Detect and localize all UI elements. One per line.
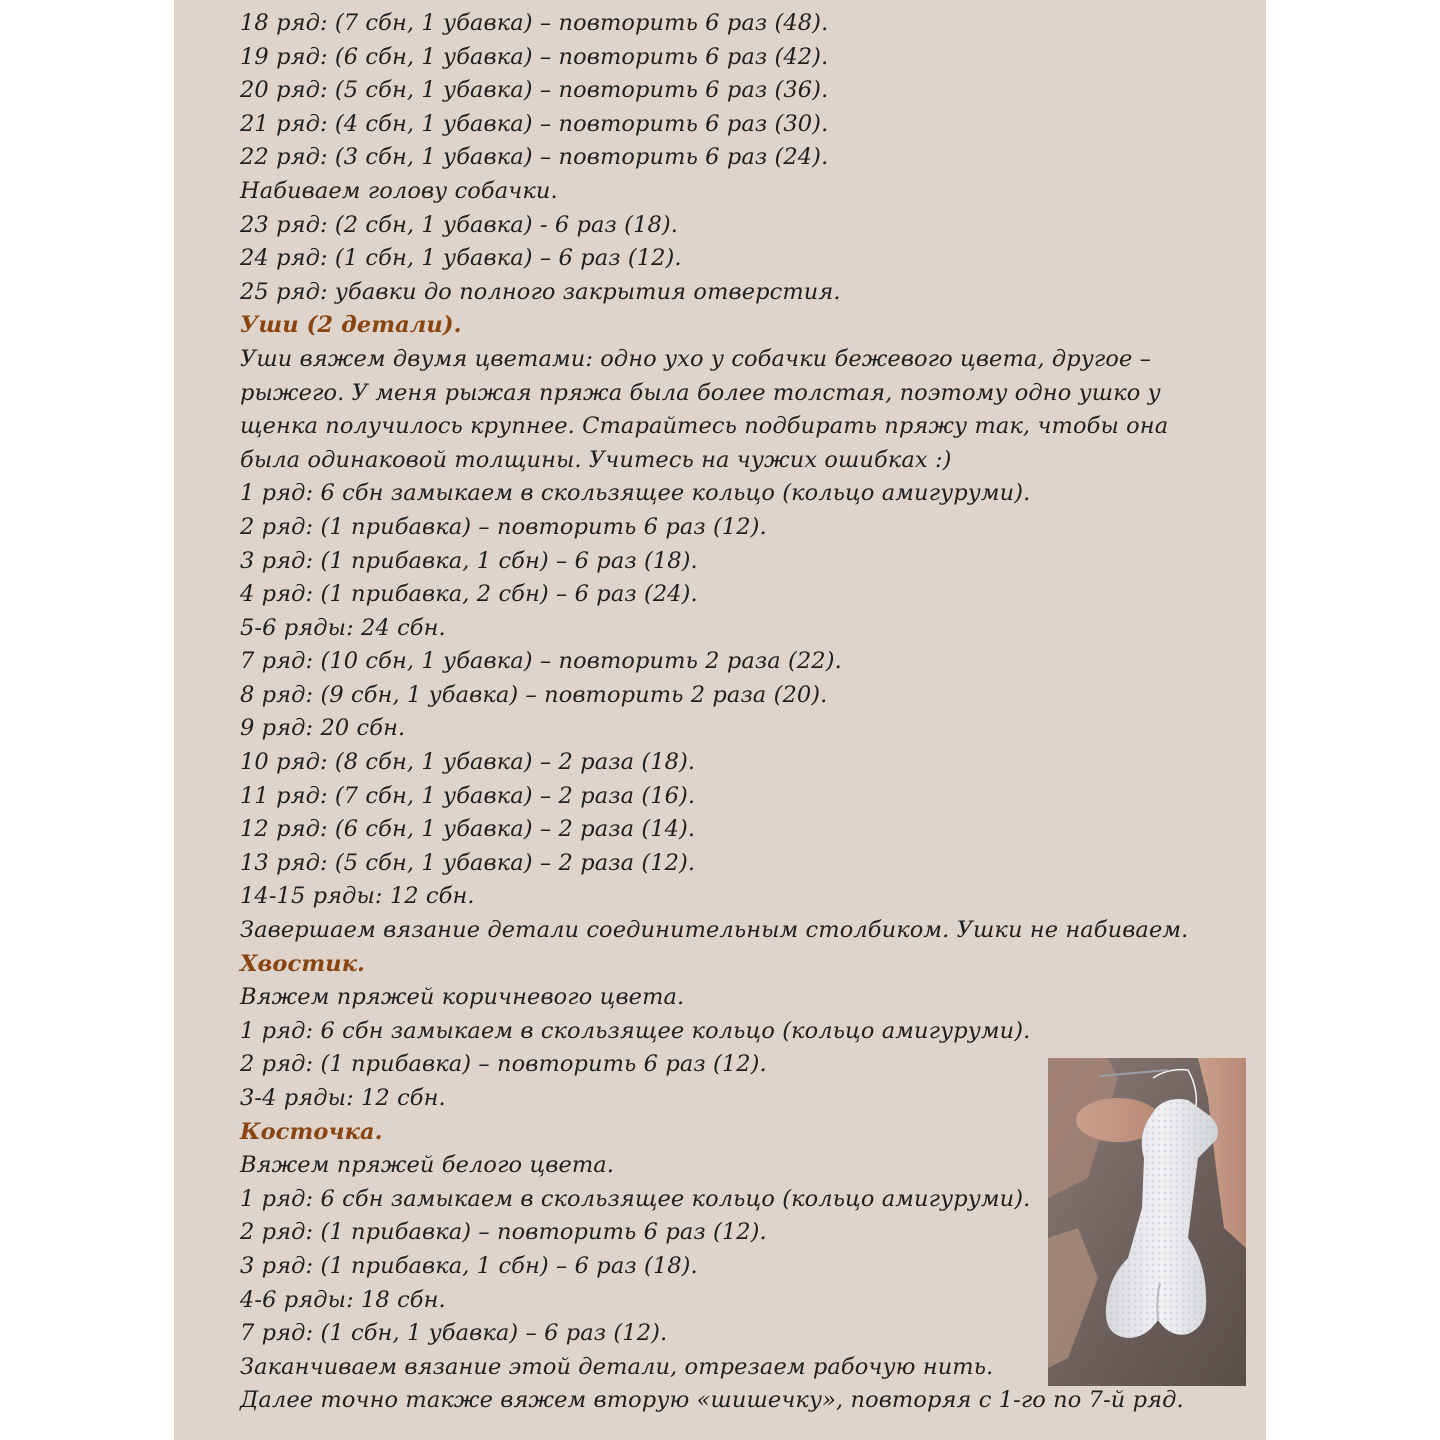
- text-line: Заканчиваем вязание этой детали, отрезаем рабочую нить.: [240, 1353, 994, 1380]
- text-line: 1 ряд: 6 сбн замыкаем в скользящее кольцо (кольцо амигуруми).: [240, 1017, 1031, 1044]
- text-line: 11 ряд: (7 сбн, 1 убавка) – 2 раза (16).: [240, 782, 696, 809]
- text-line: 1 ряд: 6 сбн замыкаем в скользящее кольцо (кольцо амигуруми).: [240, 480, 1031, 507]
- text-line: 9 ряд: 20 сбн.: [240, 715, 406, 742]
- crochet-bone-photo: [1048, 1058, 1246, 1386]
- text-line: Набиваем голову собачки.: [240, 177, 558, 204]
- text-line: 19 ряд: (6 сбн, 1 убавка) – повторить 6 раз (42).: [240, 43, 829, 70]
- text-line: Уши вяжем двумя цветами: одно ухо у собачки бежевого цвета, другое –: [240, 345, 1152, 372]
- text-line: Вяжем пряжей белого цвета.: [240, 1152, 615, 1179]
- text-line: 7 ряд: (10 сбн, 1 убавка) – повторить 2 раза (22).: [240, 648, 842, 675]
- text-line: щенка получилось крупнее. Старайтесь подбирать пряжу так, чтобы она: [240, 413, 1169, 440]
- text-line: Далее точно также вяжем вторую «шишечку», повторяя с 1-го по 7-й ряд.: [240, 1387, 1184, 1414]
- text-line: 18 ряд: (7 сбн, 1 убавка) – повторить 6 раз (48).: [240, 10, 829, 36]
- section-heading: Косточка.: [240, 1118, 383, 1145]
- text-line: 5-6 ряды: 24 сбн.: [240, 614, 446, 641]
- text-line: 25 ряд: убавки до полного закрытия отверстия.: [240, 278, 841, 305]
- text-line: была одинаковой толщины. Учитесь на чужих ошибках :): [240, 446, 952, 473]
- text-line: 10 ряд: (8 сбн, 1 убавка) – 2 раза (18).: [240, 749, 696, 776]
- text-line: 14-15 ряды: 12 сбн.: [240, 883, 475, 910]
- section-heading: Хвостик.: [240, 950, 365, 977]
- document-page: [174, 0, 1266, 1440]
- text-line: 2 ряд: (1 прибавка) – повторить 6 раз (12).: [240, 513, 767, 540]
- text-line: рыжего. У меня рыжая пряжа была более толстая, поэтому одно ушко у: [240, 379, 1161, 406]
- text-line: 20 ряд: (5 сбн, 1 убавка) – повторить 6 раз (36).: [240, 77, 829, 104]
- text-line: 2 ряд: (1 прибавка) – повторить 6 раз (12).: [240, 1051, 767, 1078]
- text-line: 21 ряд: (4 сбн, 1 убавка) – повторить 6 раз (30).: [240, 110, 829, 137]
- text-line: 7 ряд: (1 сбн, 1 убавка) – 6 раз (12).: [240, 1320, 668, 1347]
- text-line: 22 ряд: (3 сбн, 1 убавка) – повторить 6 раз (24).: [240, 144, 829, 171]
- text-line: 23 ряд: (2 сбн, 1 убавка) - 6 раз (18).: [240, 211, 679, 238]
- text-line: 1 ряд: 6 сбн замыкаем в скользящее кольцо (кольцо амигуруми).: [240, 1185, 1031, 1212]
- text-line: Завершаем вязание детали соединительным столбиком. Ушки не набиваем.: [240, 917, 1189, 944]
- text-line: Вяжем пряжей коричневого цвета.: [240, 984, 685, 1011]
- text-line: 8 ряд: (9 сбн, 1 убавка) – повторить 2 раза (20).: [240, 681, 828, 708]
- text-line: 3 ряд: (1 прибавка, 1 сбн) – 6 раз (18).: [240, 547, 698, 574]
- text-line: 2 ряд: (1 прибавка) – повторить 6 раз (12).: [240, 1219, 767, 1246]
- text-line: 13 ряд: (5 сбн, 1 убавка) – 2 раза (12).: [240, 849, 696, 876]
- section-heading: Уши (2 детали).: [240, 312, 462, 339]
- bone-photo-icon: [1048, 1058, 1246, 1386]
- text-line: 12 ряд: (6 сбн, 1 убавка) – 2 раза (14).: [240, 816, 696, 843]
- text-line: 4-6 ряды: 18 сбн.: [240, 1286, 446, 1313]
- text-line: 4 ряд: (1 прибавка, 2 сбн) – 6 раз (24).: [240, 581, 698, 608]
- text-line: 3-4 ряды: 12 сбн.: [240, 1085, 446, 1111]
- text-line: 24 ряд: (1 сбн, 1 убавка) – 6 раз (12).: [240, 245, 682, 272]
- text-line: 3 ряд: (1 прибавка, 1 сбн) – 6 раз (18).: [240, 1252, 698, 1279]
